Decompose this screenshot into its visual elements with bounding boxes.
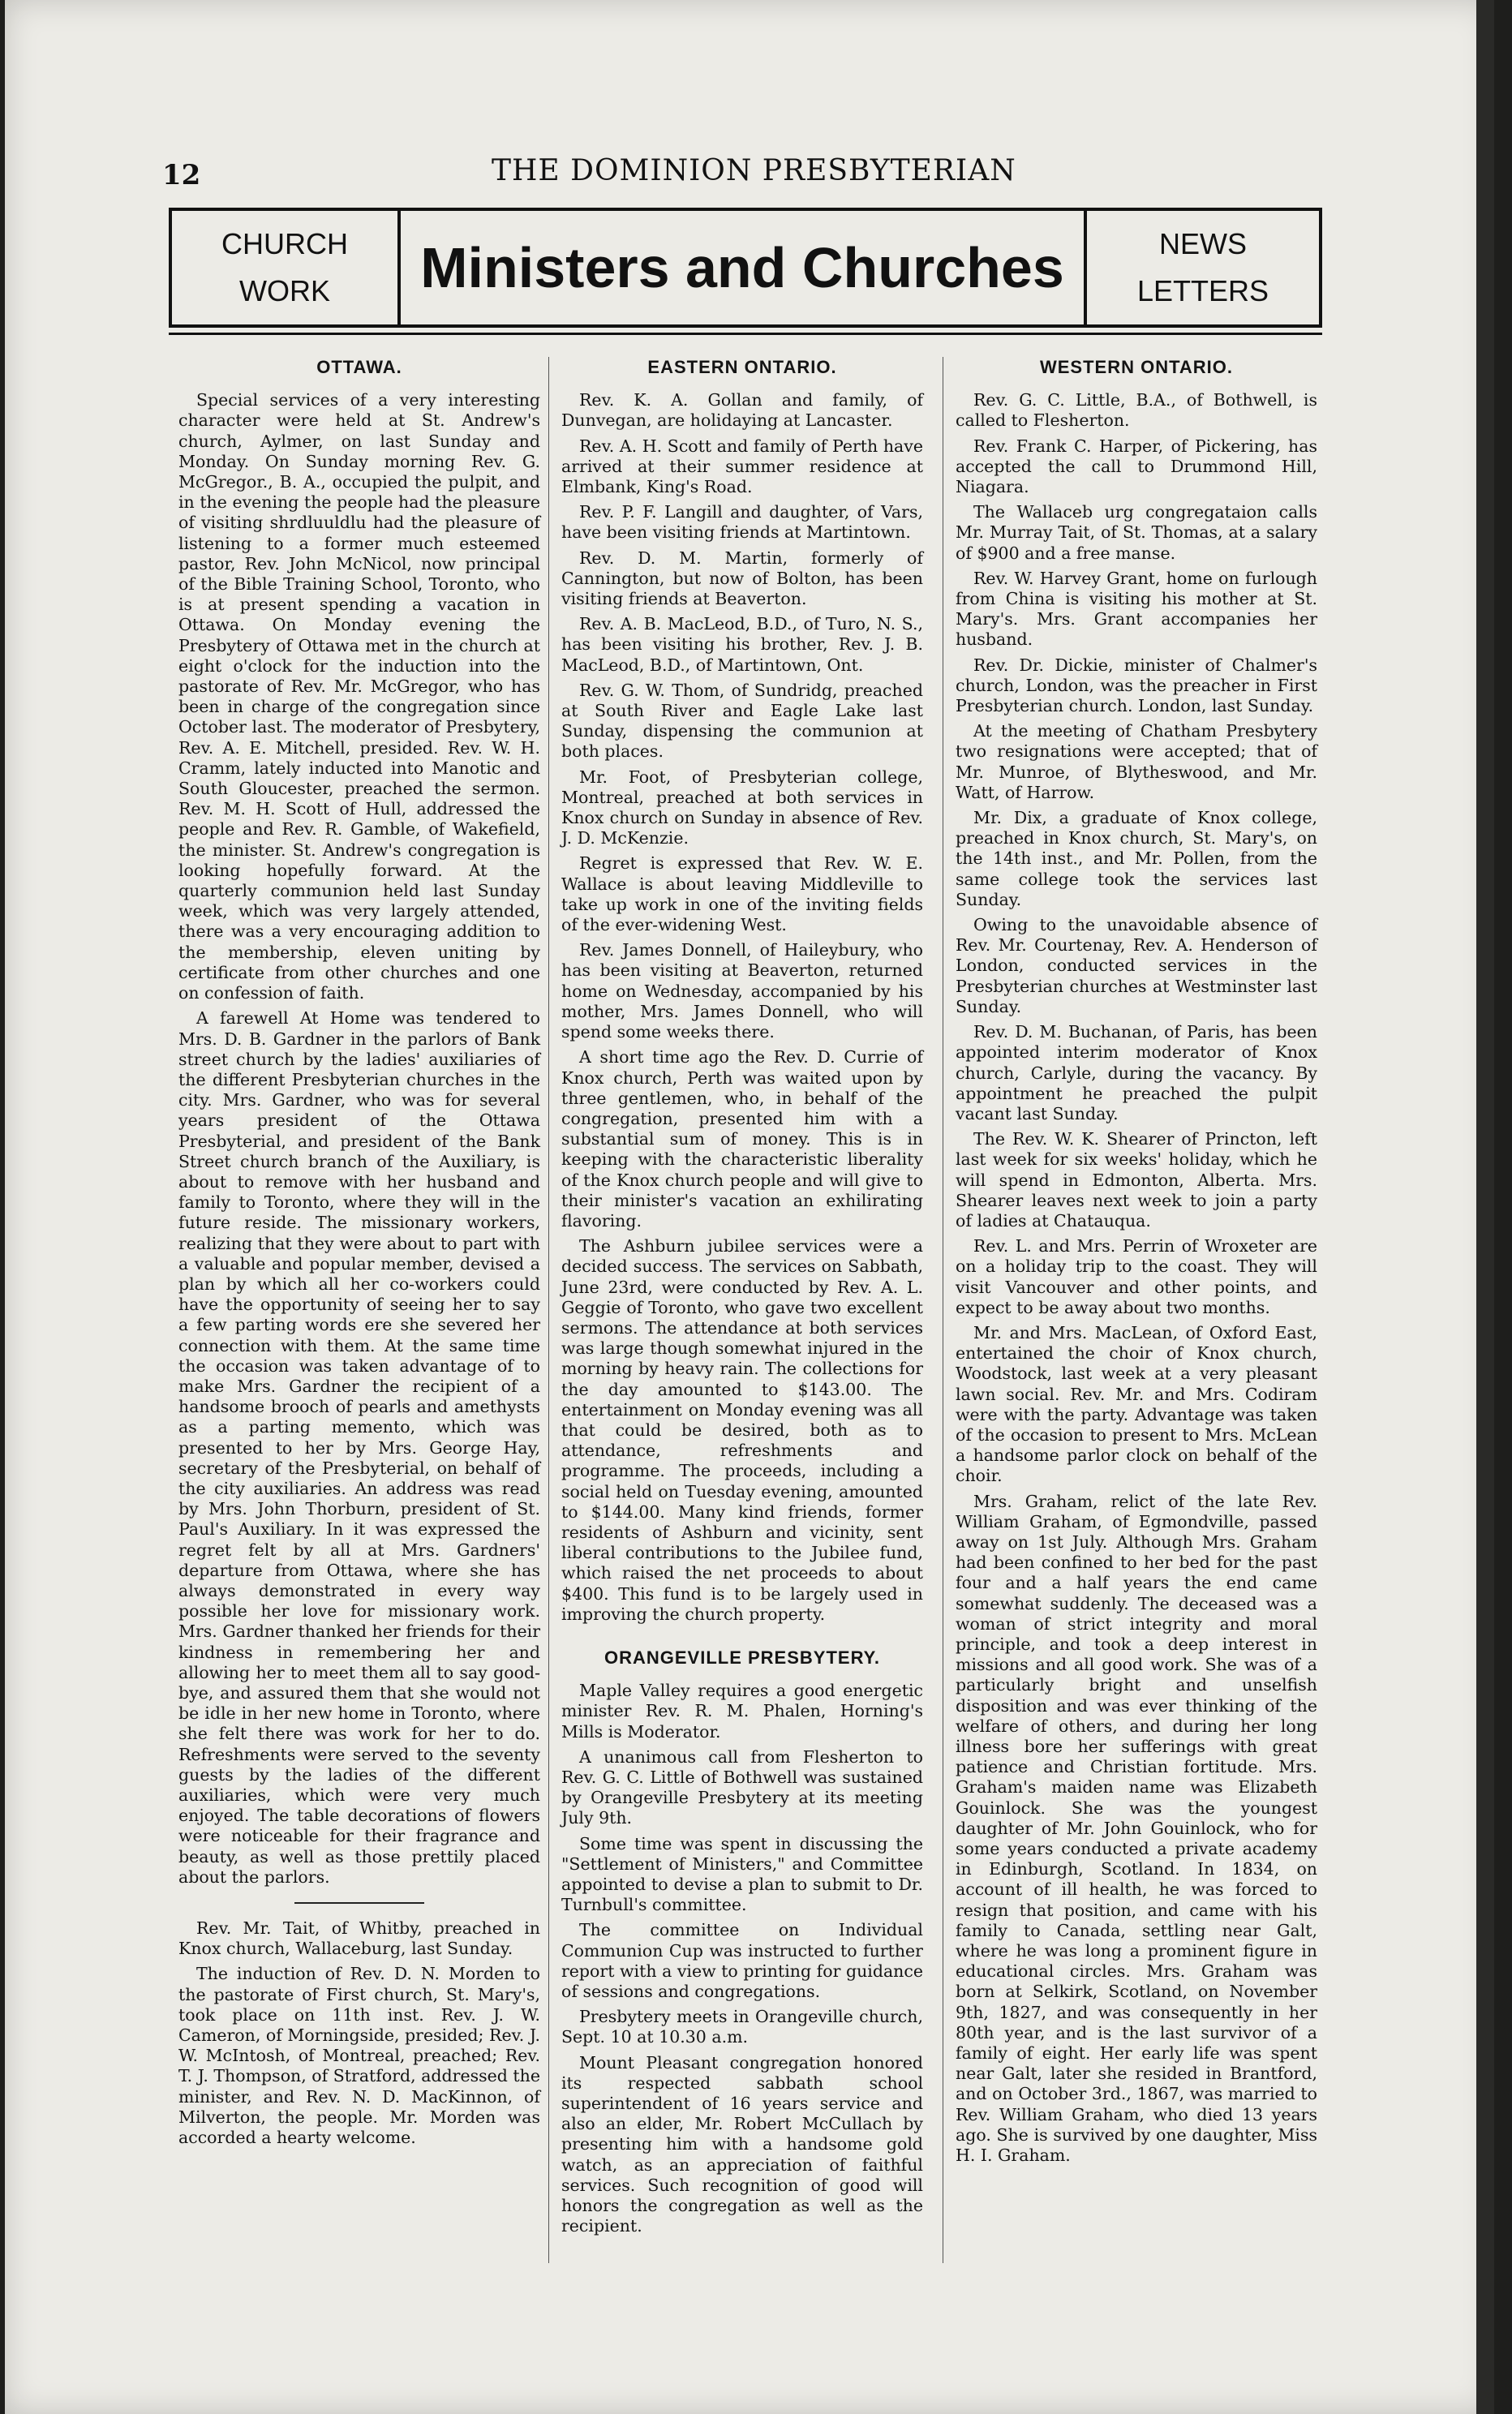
section-heading-eastern-ontario: EASTERN ONTARIO. <box>647 357 837 377</box>
article-paragraph: At the meeting of Chatham Presbytery two resignations were accepted; that of Mr. Munroe, of Blytheswood, and Mr. Watt, of Harrow. <box>956 721 1317 802</box>
article-paragraph: Maple Valley requires a good energetic minister Rev. R. M. Phalen, Horning's Mills is Moderator. <box>561 1681 923 1742</box>
banner-left-line1: CHURCH <box>221 227 348 261</box>
banner-underline <box>169 333 1322 335</box>
article-paragraph: Rev. Dr. Dickie, minister of Chalmer's church, London, was the preacher in First Presbyterian church. London, last Sunday. <box>956 655 1317 716</box>
article-paragraph: Owing to the unavoidable absence of Rev. Mr. Courtenay, Rev. A. Henderson of London, conducted services in the Presbyterian churches at Westminster last Sunday. <box>956 915 1317 1016</box>
article-paragraph: Rev. P. F. Langill and daughter, of Vars, have been visiting friends at Martintown. <box>561 502 923 543</box>
article-paragraph: Special services of a very interesting character were held at St. Andrew's church, Aylmer, on last Sunday and Monday. On Sunday morning Rev. G. McGregor., B. A., occupied the pulpit, and in the evening the people had the pleasure of visiting shrdluuldlu had the pleasure of listening to a former much esteemed pastor, Rev. John McNicol, now principal of the Bible Training School, Toronto, who is at present spending a vacation in Ottawa. On Monday evening the Presbytery of Ottawa met in the church at eight o'clock for the induction into the pastorate of Rev. Mr. McGregor, who has been in charge of the congregation since October last. The moderator of Presbytery, Rev. A. E. Mitchell, presided. Rev. W. H. Cramm, lately inducted into Manotic and South Gloucester, preached the sermon. Rev. M. H. Scott of Hull, addressed the people and Rev. R. Gamble, of Wakefield, the minister. St. Andrew's congregation is looking hopefully forward. At the quarterly communion held last Sunday week, which was very largely attended, there was a very encouraging addition to the membership, eleven uniting by certificate from other churches and one on confession of faith. <box>178 390 540 1003</box>
section-banner <box>169 208 1322 328</box>
banner-right-line2: LETTERS <box>1136 274 1269 307</box>
article-paragraph: Rev. G. W. Thom, of Sundridg, preached at South River and Eagle Lake last Sunday, dispensing the communion at both places. <box>561 680 923 762</box>
article-paragraph: Rev. W. Harvey Grant, home on furlough from China is visiting his mother at St. Mary's. Mrs. Grant accompanies her husband. <box>956 568 1317 650</box>
article-paragraph: Mount Pleasant congregation honored its respected sabbath school superintendent of 16 years service and also an elder, Mr. Robert McCullach by presenting him with a handsome gold watch, as an appreciation of faithful services. Such recognition of good will honors the congregation as well as the recipient. <box>561 2052 923 2236</box>
article-paragraph: Some time was spent in discussing the "Settlement of Ministers," and Committee appointed to devise a plan to submit to Dr. Turnbull's committee. <box>561 1833 923 1915</box>
article-paragraph: Presbytery meets in Orangeville church, Sept. 10 at 10.30 a.m. <box>561 2007 923 2047</box>
article-paragraph: The committee on Individual Communion Cup was instructed to further report with a view to printing for guidance of sessions and congregations. <box>561 1920 923 2002</box>
banner-right-box <box>1084 211 1319 324</box>
column-eastern-ontario <box>561 357 923 2241</box>
article-paragraph: The induction of Rev. D. N. Morden to the pastorate of First church, St. Mary's, took place on 11th inst. Rev. J. W. Cameron, of Morningside, presided; Rev. J. W. McIntosh, of Montreal, preached; Rev. T. J. Thompson, of Stratford, addressed the minister, and Rev. N. D. MacKinnon, of Milverton, the people. Mr. Morden was accorded a hearty welcome. <box>178 1964 540 2148</box>
banner-right-line1: NEWS <box>1159 227 1247 261</box>
article-paragraph: A short time ago the Rev. D. Currie of Knox church, Perth was waited upon by three gentlemen, who, in behalf of the congregation, presented him with a substantial sum of money. This is in keeping with the characteristic liberality of the Knox church people and will give to their minister's vacation an exhilirating flavoring. <box>561 1047 923 1231</box>
article-paragraph: Rev. Frank C. Harper, of Pickering, has accepted the call to Drummond Hill, Niagara. <box>956 436 1317 497</box>
article-paragraph: Rev. A. H. Scott and family of Perth have arrived at their summer residence at Elmbank, King's Road. <box>561 436 923 497</box>
column-western-ontario <box>956 357 1317 2171</box>
column-ottawa <box>178 357 540 2153</box>
article-paragraph: Rev. L. and Mrs. Perrin of Wroxeter are on a holiday trip to the coast. They will visit Vancouver and other points, and expect to be away about two months. <box>956 1236 1317 1317</box>
article-paragraph: Regret is expressed that Rev. W. E. Wallace is about leaving Middleville to take up work in one of the inviting fields of the ever-widening West. <box>561 853 923 935</box>
article-paragraph: The Ashburn jubilee services were a decided success. The services on Sabbath, June 23rd, were conducted by Rev. A. L. Geggie of Toronto, who gave two excellent sermons. The attendance at both services was large though somewhat injured in the morning by heavy rain. The collections for the day amounted to $143.00. The entertainment on Monday evening was all that could be desired, both as to attendance, refreshments and programme. The proceeds, including a social held on Tuesday evening, amounted to $144.00. Many kind friends, former residents of Ashburn and vicinity, sent liberal contributions to the Jubilee fund, which raised the net proceeds to about $400. This fund is to be largely used in improving the church property. <box>561 1236 923 1624</box>
banner-left-line2: WORK <box>239 274 330 307</box>
article-paragraph: Rev. A. B. MacLeod, B.D., of Turo, N. S., has been visiting his brother, Rev. J. B. MacLeod, B.D., of Martintown, Ont. <box>561 614 923 675</box>
page-number: 12 <box>162 159 201 191</box>
article-paragraph: The Wallaceb urg congregataion calls Mr. Murray Tait, of St. Thomas, at a salary of $900 and a free manse. <box>956 502 1317 563</box>
article-paragraph: A farewell At Home was tendered to Mrs. D. B. Gardner in the parlors of Bank street church by the ladies' auxiliaries of the different Presbyterian churches in the city. Mrs. Gardner, who was for several years president of the Ottawa Presbyterial, and president of the Bank Street church branch of the Auxiliary, is about to remove with her husband and family to Toronto, where they will in the future reside. The missionary workers, realizing that they were about to part with a valuable and popular member, devised a plan by which all her co-workers could have the opportunity of seeing her to say a few parting words ere she severed her connection with them. At the same time the occasion was taken advantage of to make Mrs. Gardner the recipient of a handsome brooch of pearls and amethysts as a parting memento, which was presented to her by Mrs. George Hay, secretary of the Presbyterial, on behalf of the city auxiliaries. An address was read by Mrs. John Thorburn, president of St. Paul's Auxiliary. In it was expressed the regret felt by all at Mrs. Gardners' departure from Ottawa, where she has always demonstrated in every way possible her love for missionary work. Mrs. Gardner thanked her friends for their kindness in remembering her and allowing her to meet them all to say good-bye, and assured them that she would not be idle in her new home in Toronto, where she felt there was work for her to do. Refreshments were served to the seventy guests by the ladies of the different auxiliaries, which were very much enjoyed. The table decorations of flowers were noticeable for their fragrance and beauty, as well as those prettily placed about the parlors. <box>178 1008 540 1887</box>
column-divider <box>548 357 549 2263</box>
article-paragraph: The Rev. W. K. Shearer of Princton, left last week for six weeks' holiday, which he will spend in Edmonton, Alberta. Mrs. Shearer leaves next week to join a party of ladies at Chatauqua. <box>956 1129 1317 1231</box>
section-heading-western-ontario: WESTERN ONTARIO. <box>1039 357 1234 377</box>
article-paragraph: Mrs. Graham, relict of the late Rev. William Graham, of Egmondville, passed away on 1st July. Although Mrs. Graham had been confined to her bed for the past four and a half years the end came somewhat suddenly. The deceased was a woman of strict integrity and moral principle, and took a deep interest in missions and all good work. She was of a particularly bright and unselfish disposition and was ever thinking of the welfare of others, and during her long illness bore her sufferings with great patience and Christian fortitude. Mrs. Graham's maiden name was Elizabeth Gouinlock. She was the youngest daughter of Mr. John Gouinlock, who for some years conducted a private academy in Edinburgh, Scotland. In 1834, on account of ill health, he was forced to resign that position, and came with his family to Canada, settling near Galt, where he was long a prominent figure in educational circles. Mrs. Graham was born at Selkirk, Scotland, on November 9th, 1827, and was consequently in her 80th year, and is the last survivor of a family of eight. Her early life was spent near Galt, later she resided in Brantford, and on October 3rd., 1867, was married to Rev. William Graham, who died 13 years ago. She is survived by one daughter, Miss H. I. Graham. <box>956 1491 1317 2166</box>
article-paragraph: Rev. K. A. Gollan and family, of Dunvegan, are holidaying at Lancaster. <box>561 390 923 431</box>
article-paragraph: Rev. G. C. Little, B.A., of Bothwell, is called to Flesherton. <box>956 390 1317 431</box>
running-head: THE DOMINION PRESBYTERIAN <box>492 154 1016 187</box>
section-heading-ottawa: OTTAWA. <box>316 357 402 377</box>
banner-title: Ministers and Churches <box>420 236 1064 299</box>
page-edge-shadow <box>1476 0 1494 2414</box>
newspaper-page <box>5 0 1494 2414</box>
section-heading-orangeville: ORANGEVILLE PRESBYTERY. <box>604 1647 880 1668</box>
article-paragraph: Rev. Mr. Tait, of Whitby, preached in Knox church, Wallaceburg, last Sunday. <box>178 1918 540 1959</box>
article-paragraph: Rev. James Donnell, of Haileybury, who has been visiting at Beaverton, returned home on Wednesday, accompanied by his mother, Mrs. James Donnell, who will spend some weeks there. <box>561 940 923 1042</box>
article-paragraph: Mr. Dix, a graduate of Knox college, preached in Knox church, St. Mary's, on the 14th inst., and Mr. Pollen, from the same college took the services last Sunday. <box>956 808 1317 909</box>
article-paragraph: Rev. D. M. Martin, formerly of Cannington, but now of Bolton, has been visiting friends at Beaverton. <box>561 548 923 609</box>
article-paragraph: Mr. and Mrs. MacLean, of Oxford East, entertained the choir of Knox church, Woodstock, last week at a very pleasant lawn social. Rev. Mr. and Mrs. Codiram were with the party. Advantage was taken of the occasion to present to Mrs. McLean a handsome parlor clock on behalf of the choir. <box>956 1322 1317 1486</box>
article-paragraph: A unanimous call from Flesherton to Rev. G. C. Little of Bothwell was sustained by Orangeville Presbytery at its meeting July 9th. <box>561 1746 923 1828</box>
banner-left-box <box>172 211 401 324</box>
article-paragraph: Rev. D. M. Buchanan, of Paris, has been appointed interim moderator of Knox church, Carlyle, during the vacancy. By appointment he preached the pulpit vacant last Sunday. <box>956 1022 1317 1123</box>
article-paragraph: Mr. Foot, of Presbyterian college, Montreal, preached at both services in Knox church on Sunday in absence of Rev. J. D. McKenzie. <box>561 767 923 848</box>
article-separator <box>294 1902 424 1904</box>
